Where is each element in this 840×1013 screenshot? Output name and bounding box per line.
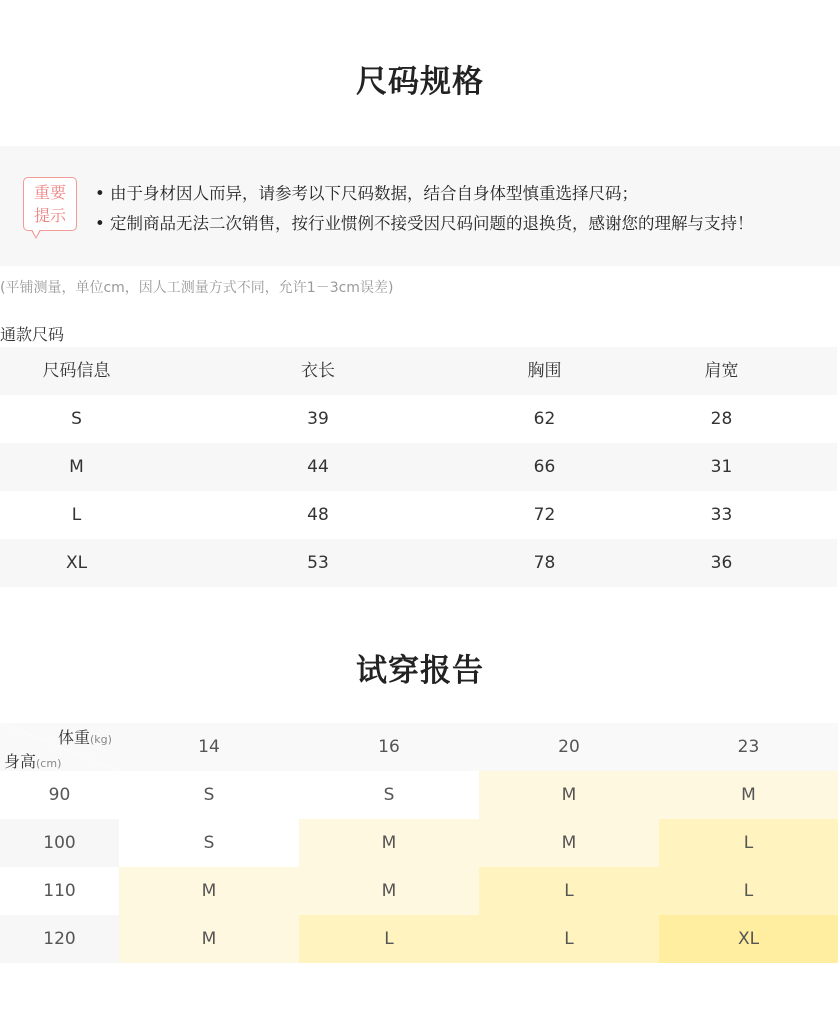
height-cell: 110 xyxy=(0,867,119,915)
height-cell: 120 xyxy=(0,915,119,963)
size-section-title: 尺码规格 xyxy=(356,64,484,100)
table-row xyxy=(0,539,837,587)
table-cell: 44 xyxy=(307,457,329,477)
table-cell: 48 xyxy=(307,505,329,525)
header-cell: 衣长 xyxy=(301,361,335,381)
weight-header-cell: 16 xyxy=(378,737,400,757)
height-axis-label: 身高(cm) xyxy=(4,752,62,771)
height-unit: (cm) xyxy=(36,757,62,770)
table-cell: 31 xyxy=(710,457,733,477)
notice-list xyxy=(95,179,753,239)
table-cell: XL xyxy=(65,553,88,573)
table-cell: 33 xyxy=(710,505,733,525)
weight-axis-label: 体重(kg) xyxy=(58,728,112,747)
size-cell: S xyxy=(119,819,299,867)
badge-text-line2: 提示 xyxy=(33,206,66,225)
size-cell: M xyxy=(479,819,659,867)
fit-table-header xyxy=(0,723,838,771)
size-cell: M xyxy=(299,819,479,867)
size-cell: L xyxy=(479,867,659,915)
size-cell: S xyxy=(119,771,299,819)
table-row xyxy=(0,819,838,867)
weight-header-cell: 23 xyxy=(737,737,760,757)
table-row xyxy=(0,915,838,963)
table-cell: 78 xyxy=(533,553,556,573)
table-cell: M xyxy=(69,457,84,477)
weight-header-cell: 14 xyxy=(198,737,220,757)
size-cell: M xyxy=(119,915,299,963)
size-table-header xyxy=(0,347,837,395)
size-cell: S xyxy=(299,771,479,819)
important-tip-badge xyxy=(23,177,77,231)
table-cell: 62 xyxy=(533,409,556,429)
size-table xyxy=(0,347,837,587)
table-cell: L xyxy=(71,505,82,525)
size-cell: L xyxy=(299,915,479,963)
table-cell: 39 xyxy=(307,409,329,429)
fit-report-table xyxy=(0,723,838,963)
size-cell: M xyxy=(299,867,479,915)
measurement-note: (平铺测量，单位cm，因人工测量方式不同，允许1－3cm误差) xyxy=(0,280,394,296)
notice-item: • 由于身材因人而异，请参考以下尺码数据，结合自身体型慎重选择尺码； xyxy=(95,179,753,209)
size-cell: M xyxy=(479,771,659,819)
weight-unit: (kg) xyxy=(90,733,112,746)
header-cell: 胸围 xyxy=(527,361,562,381)
table-cell: 36 xyxy=(710,553,733,573)
size-cell: XL xyxy=(659,915,838,963)
corner-header-cell xyxy=(0,723,119,771)
table-row xyxy=(0,443,837,491)
fit-report-title: 试穿报告 xyxy=(356,653,484,689)
height-cell: 100 xyxy=(0,819,119,867)
header-cell: 尺码信息 xyxy=(42,361,111,381)
table-cell: S xyxy=(71,409,82,429)
table-cell: 28 xyxy=(710,409,733,429)
table-row xyxy=(0,491,837,539)
header-cell: 肩宽 xyxy=(704,361,739,381)
table-row xyxy=(0,395,837,443)
size-cell: M xyxy=(659,771,838,819)
table-cell: 66 xyxy=(533,457,556,477)
weight-header-cell: 20 xyxy=(558,737,580,757)
table-cell: 72 xyxy=(533,505,556,525)
badge-text-line1: 重要 xyxy=(33,183,66,202)
speech-bubble-tail-icon xyxy=(31,230,41,239)
height-cell: 90 xyxy=(0,771,119,819)
size-cell: L xyxy=(479,915,659,963)
table-cell: 53 xyxy=(307,553,329,573)
notice-item: • 定制商品无法二次销售，按行业惯例不接受因尺码问题的退换货，感谢您的理解与支持！ xyxy=(95,209,753,239)
notice-box xyxy=(0,146,840,266)
size-cell: L xyxy=(659,867,838,915)
size-cell: M xyxy=(119,867,299,915)
size-table-label: 通款尺码 xyxy=(0,325,65,344)
table-row xyxy=(0,867,838,915)
table-row xyxy=(0,771,838,819)
size-cell: L xyxy=(659,819,838,867)
